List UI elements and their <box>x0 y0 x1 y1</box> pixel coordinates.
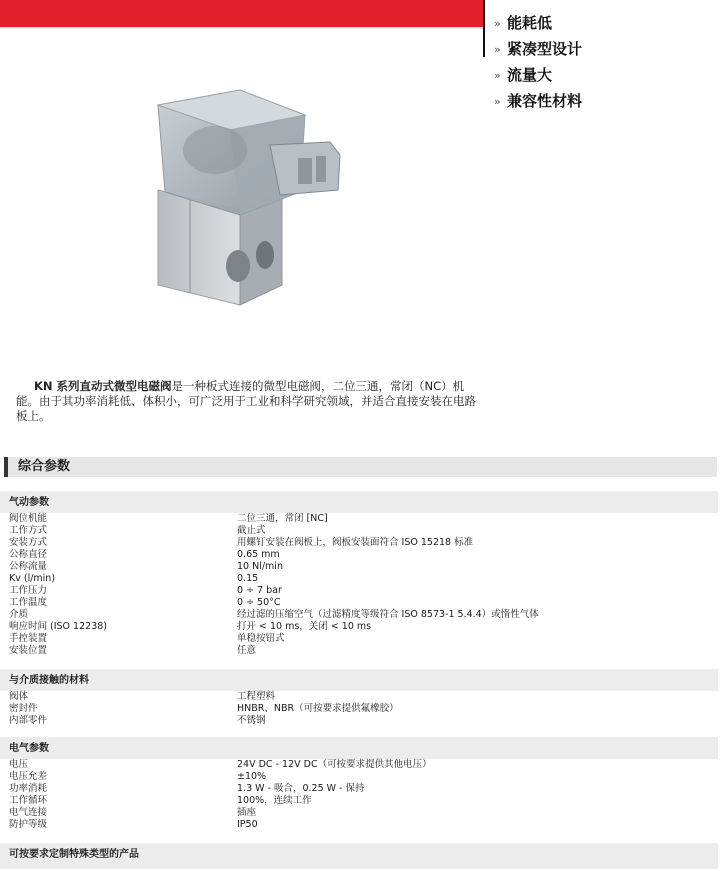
table-header <box>4 457 717 477</box>
feature-list <box>494 12 582 116</box>
intro-paragraph: KN 系列直动式微型电磁阀是一种板式连接的微型电磁阀，二位三通，常闭（NC）机能。由于其功率消耗低、体积小，可广泛用于工业和科学研究领域，并适合直接安装在电路板上。 <box>16 379 476 423</box>
table-title: 综合参数 <box>18 459 71 474</box>
header-divider <box>483 0 485 57</box>
section-title: 与介质接触的材料 <box>9 675 89 686</box>
feature-item: » 流量大 <box>494 64 582 90</box>
section-title: 可按要求定制特殊类型的产品 <box>9 849 139 860</box>
chevron-right-icon: » <box>494 17 501 30</box>
section-title: 电气参数 <box>9 743 49 754</box>
feature-item: » 能耗低 <box>494 12 582 38</box>
feature-item: » 兼容性材料 <box>494 90 582 116</box>
chevron-right-icon: » <box>494 43 501 56</box>
chevron-right-icon: » <box>494 95 501 108</box>
feature-item: » 紧凑型设计 <box>494 38 582 64</box>
header-red-bar <box>0 0 483 27</box>
section-title: 气动参数 <box>9 497 49 508</box>
product-image <box>120 80 360 320</box>
chevron-right-icon: » <box>494 69 501 82</box>
